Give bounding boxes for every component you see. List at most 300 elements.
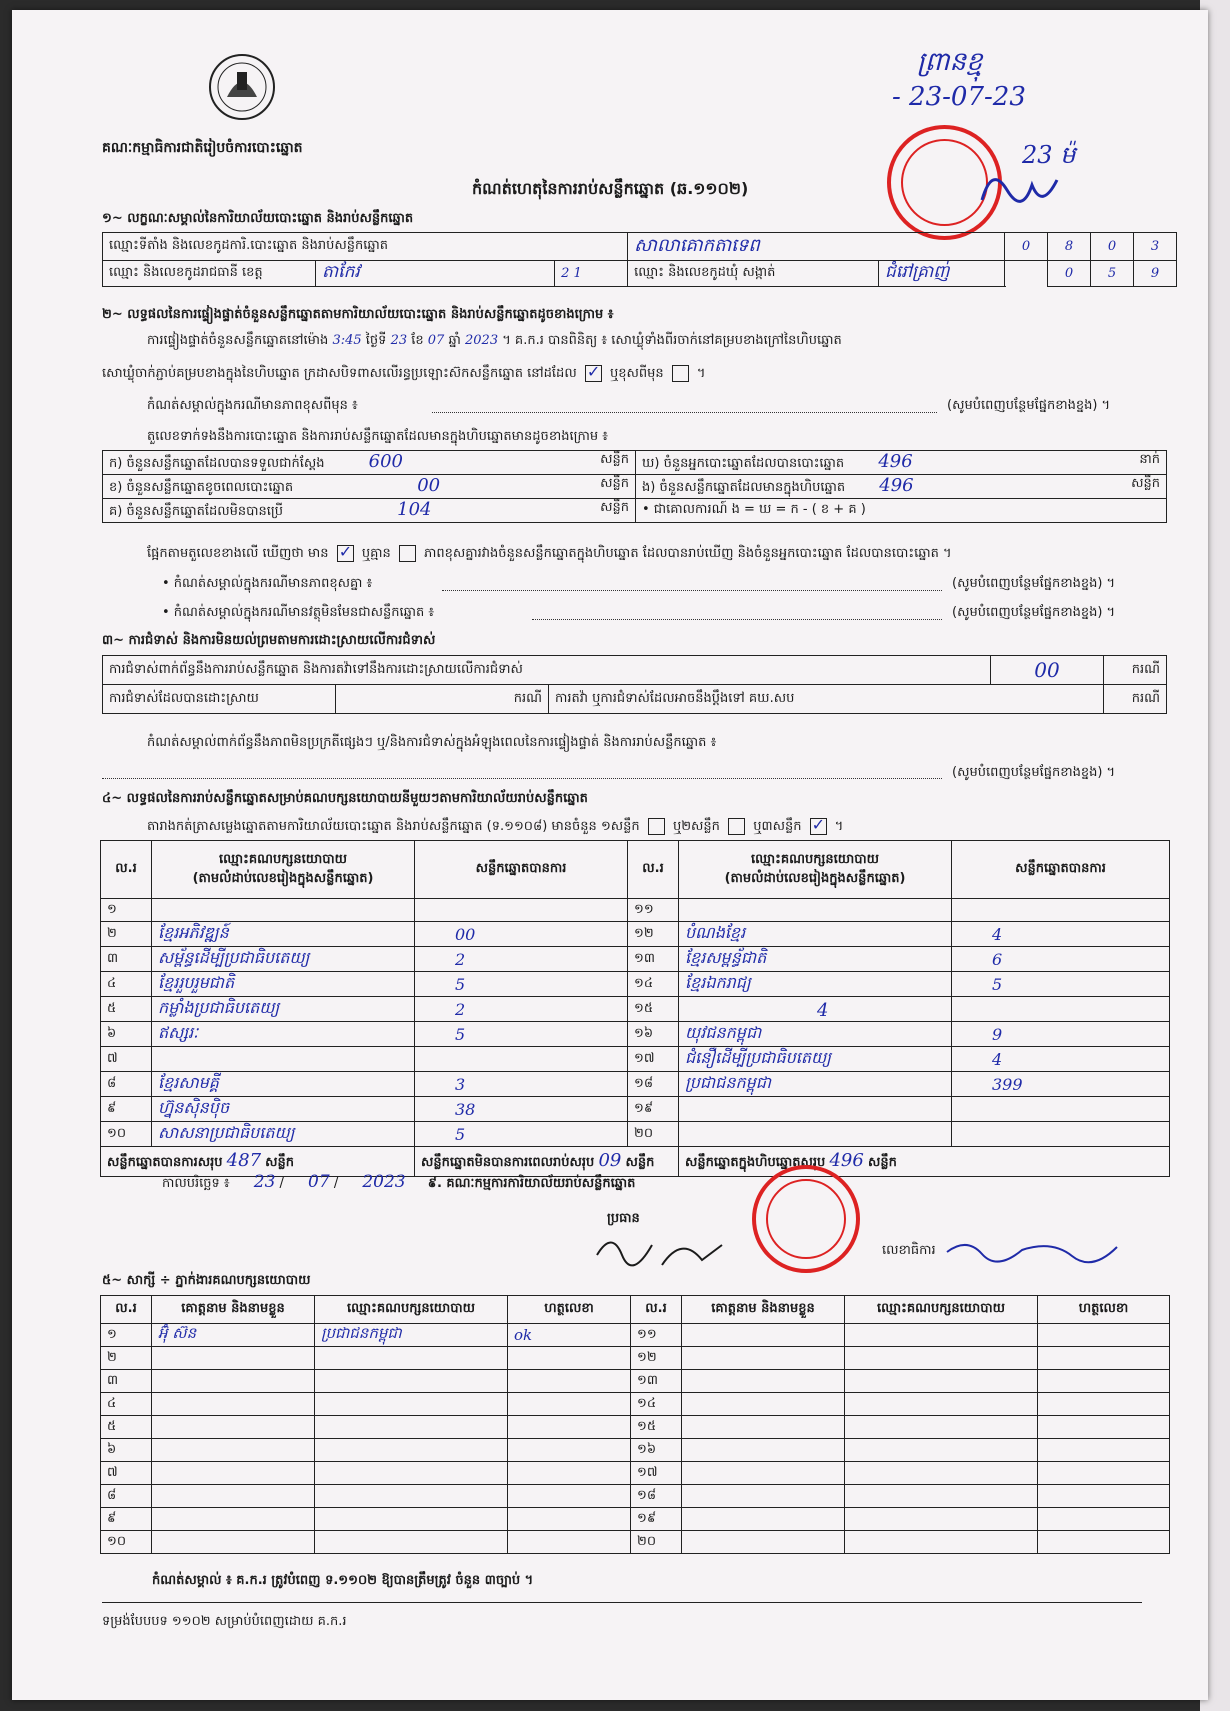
code-digit: 3 bbox=[1134, 233, 1177, 261]
col-no: ល.រ bbox=[628, 841, 679, 899]
col-name: គោត្តនាម និងនាមខ្លួន bbox=[682, 1296, 845, 1324]
discrepancy-text: ឬគ្មាន bbox=[361, 546, 391, 561]
col-party-sub: (តាមលំដាប់លេខរៀងក្នុងសន្លឹកឆ្នោត) bbox=[192, 870, 374, 886]
tally-text: ឬ២សន្លឹក bbox=[672, 819, 720, 834]
results-row bbox=[101, 1097, 1170, 1122]
witness-name bbox=[682, 1531, 845, 1554]
verification-line-1 bbox=[147, 332, 842, 351]
one-sheet-checkbox[interactable] bbox=[648, 818, 665, 835]
figure-row bbox=[103, 499, 636, 523]
unit: សន្លឹក bbox=[625, 1155, 655, 1170]
result-party bbox=[152, 899, 415, 922]
result-votes: 5 bbox=[415, 1022, 628, 1047]
witness-name bbox=[152, 1462, 315, 1485]
witness-party bbox=[315, 1531, 508, 1554]
result-party bbox=[679, 899, 952, 922]
col-sign: ហត្ថលេខា bbox=[508, 1296, 631, 1324]
handwritten-note-1: ព្រានខ្មុ bbox=[917, 47, 983, 77]
invalid-total-value: 09 bbox=[598, 1150, 622, 1171]
witness-name bbox=[152, 1485, 315, 1508]
province-code-digit: 2 bbox=[561, 266, 570, 281]
results-row bbox=[101, 922, 1170, 947]
witness-sign bbox=[508, 1508, 631, 1531]
col-party: ឈ្មោះគណបក្សនយោបាយ bbox=[845, 1296, 1038, 1324]
box-total-cell bbox=[679, 1147, 1170, 1177]
fill-back-note: (សូមបំពេញបន្ថែមផ្នែកខាងខ្នង) ។ bbox=[952, 605, 1116, 620]
no-discrepancy-checkbox[interactable] bbox=[399, 545, 416, 562]
witness-party bbox=[845, 1347, 1038, 1370]
result-no: ១៥ bbox=[628, 997, 679, 1022]
result-no: ២០ bbox=[628, 1122, 679, 1147]
witness-name bbox=[152, 1416, 315, 1439]
witness-name bbox=[682, 1485, 845, 1508]
figure-row bbox=[103, 451, 636, 475]
result-votes bbox=[952, 1097, 1170, 1122]
result-no: ១ bbox=[101, 899, 152, 922]
result-votes: 6 bbox=[952, 947, 1170, 972]
witness-party: ប្រជាជនកម្ពុជា bbox=[315, 1324, 508, 1347]
witness-name bbox=[152, 1347, 315, 1370]
verification-text: ឆ្នាំ bbox=[448, 333, 461, 348]
verification-year: 2023 bbox=[465, 333, 499, 348]
result-party: ខ្មែរអភិវឌ្ឍន៍ bbox=[152, 922, 415, 947]
witness-sign bbox=[508, 1531, 631, 1554]
witness-row bbox=[101, 1531, 1170, 1554]
witness-party bbox=[315, 1393, 508, 1416]
result-no: ១៩ bbox=[628, 1097, 679, 1122]
valid-total-label: សន្លឹកឆ្នោតបានការសរុប bbox=[107, 1155, 223, 1170]
case-unit: ករណី bbox=[336, 685, 549, 714]
witness-name bbox=[682, 1416, 845, 1439]
handwritten-note-3: 23 ម៉ bbox=[1022, 141, 1076, 169]
result-party: សម្ព័ន្ធដើម្បីប្រជាធិបតេយ្យ bbox=[152, 947, 415, 972]
counting-committee: ៩. គណៈកម្មការការិយាល័យរាប់សន្លឹកឆ្នោត bbox=[427, 1176, 636, 1191]
witness-name bbox=[152, 1370, 315, 1393]
witness-sign bbox=[1038, 1439, 1170, 1462]
result-votes: 5 bbox=[415, 972, 628, 997]
commune-code-digit: 0 bbox=[1048, 261, 1091, 287]
form-sheet bbox=[12, 10, 1208, 1700]
result-votes: 4 bbox=[952, 922, 1170, 947]
witness-no: ១ bbox=[101, 1324, 152, 1347]
witness-row bbox=[101, 1485, 1170, 1508]
date-label: កាលបរិច្ឆេទ ៖ bbox=[162, 1176, 230, 1191]
result-no: ៩ bbox=[101, 1097, 152, 1122]
verification-day: 23 bbox=[390, 333, 408, 348]
witness-sign bbox=[508, 1462, 631, 1485]
form-caption: ទម្រង់បែបបទ ១១០២ សម្រាប់បំពេញដោយ គ.ក.រ bbox=[102, 1614, 347, 1629]
result-party: កម្លាំងប្រជាធិបតេយ្យ bbox=[152, 997, 415, 1022]
case-unit: ករណី bbox=[1104, 685, 1167, 714]
witness-sign bbox=[508, 1370, 631, 1393]
witness-sign bbox=[1038, 1462, 1170, 1485]
witness-row bbox=[101, 1393, 1170, 1416]
official-seal-bottom bbox=[752, 1165, 860, 1273]
handwritten-note-2: - 23-07-23 bbox=[892, 82, 1026, 112]
result-votes bbox=[415, 1047, 628, 1072]
result-votes: 3 bbox=[415, 1072, 628, 1097]
witness-no: ១៤ bbox=[631, 1393, 682, 1416]
result-no: ១៣ bbox=[628, 947, 679, 972]
witness-name bbox=[682, 1508, 845, 1531]
witness-sign bbox=[508, 1393, 631, 1416]
result-no: ២ bbox=[101, 922, 152, 947]
fill-back-note: (សូមបំពេញបន្ថែមផ្នែកខាងខ្នង) ។ bbox=[952, 576, 1116, 591]
col-party bbox=[152, 841, 415, 899]
witness-party bbox=[845, 1416, 1038, 1439]
station-value: សាលាគោកតាទេព bbox=[628, 233, 1005, 261]
col-party-title: ឈ្មោះគណបក្សនយោបាយ bbox=[751, 851, 879, 867]
witness-party bbox=[845, 1485, 1038, 1508]
verification-line-2: សោឃ្លុំចាក់ភ្ជាប់គម្របខាងក្នុងនៃហិបឆ្នោត ក្រដាសបិទពាសលើរន្ធប្រឡោះស៊កសន្លឹកឆ្នោត នៅដដែល ✓ ឬខុសពីមុន ។ bbox=[102, 365, 705, 384]
unit: សន្លឹក bbox=[265, 1155, 295, 1170]
section3-title: ៣~ ការជំទាស់ និងការមិនយល់ព្រមតាមការដោះស្រាយលើការជំទាស់ bbox=[102, 633, 436, 648]
results-row bbox=[101, 997, 1170, 1022]
witness-no: ៧ bbox=[101, 1462, 152, 1485]
three-sheet-checkbox[interactable] bbox=[810, 818, 827, 835]
witness-name bbox=[152, 1508, 315, 1531]
verification-text: ថ្ងៃទី bbox=[365, 333, 387, 348]
witness-name bbox=[152, 1393, 315, 1416]
witness-row bbox=[101, 1416, 1170, 1439]
witness-name bbox=[682, 1462, 845, 1485]
result-no: ១៤ bbox=[628, 972, 679, 997]
fill-back-note: (សូមបំពេញបន្ថែមផ្នែកខាងខ្នង) ។ bbox=[947, 398, 1111, 413]
verification-text: ។ គ.ក.រ បានពិនិត្យ ៖ សោឃ្លុំទាំងពីរចាក់នៅគម្របខាងក្រៅនៃហិបឆ្នោត bbox=[502, 333, 842, 348]
bullet-note-1: • កំណត់សម្គាល់ក្នុងករណីមានភាពខុសគ្នា ៖ bbox=[162, 576, 373, 591]
col-votes: សន្លឹកឆ្នោតបានការ bbox=[952, 841, 1170, 899]
tally-text: ឬ៣សន្លឹក bbox=[753, 819, 802, 834]
date-line: កាលបរិច្ឆេទ ៖ 23 / 07 / 2023 ៩. គណៈកម្មការការិយាល័យរាប់សន្លឹកឆ្នោត bbox=[162, 1172, 636, 1192]
figure-label: គ) ចំនួនសន្លឹកឆ្នោតដែលមិនបានប្រើ bbox=[109, 504, 283, 519]
result-no: ១៦ bbox=[628, 1022, 679, 1047]
fill-back-note: (សូមបំពេញបន្ថែមផ្នែកខាងខ្នង) ។ bbox=[952, 765, 1116, 780]
col-no: ល.រ bbox=[101, 1296, 152, 1324]
figure-value: 104 bbox=[397, 499, 432, 520]
witness-sign bbox=[1038, 1324, 1170, 1347]
figure-row bbox=[636, 451, 1167, 475]
witness-no: ២ bbox=[101, 1347, 152, 1370]
witness-no: ៩ bbox=[101, 1508, 152, 1531]
dotted-fill-line bbox=[442, 590, 942, 591]
result-votes: 2 bbox=[415, 947, 628, 972]
commune-label: ឈ្មោះ និងលេខកូដឃុំ សង្កាត់ bbox=[628, 261, 879, 287]
figure-row bbox=[103, 475, 636, 499]
witness-row bbox=[101, 1324, 1170, 1347]
same-checkbox[interactable] bbox=[585, 365, 602, 382]
result-party: សាសនាប្រជាធិបតេយ្យ bbox=[152, 1122, 415, 1147]
station-label: ឈ្មោះទីតាំង និងលេខកូដការិ.បោះឆ្នោត និងរាប់សន្លឹកឆ្នោត bbox=[103, 233, 628, 261]
col-party-title: ឈ្មោះគណបក្សនយោបាយ bbox=[219, 851, 347, 867]
witness-no: ១១ bbox=[631, 1324, 682, 1347]
result-votes bbox=[415, 899, 628, 922]
verification-month: 07 bbox=[427, 333, 445, 348]
result-votes: 9 bbox=[952, 1022, 1170, 1047]
bullet-note-2: • កំណត់សម្គាល់ក្នុងករណីមានវត្ថុមិនមែនជាសន្លឹកឆ្នោត ៖ bbox=[162, 605, 435, 620]
emblem-icon bbox=[207, 52, 277, 122]
date-month: 07 bbox=[308, 1172, 330, 1192]
result-party: ខ្មែរសម្ពន្ធ័ជាតិ bbox=[679, 947, 952, 972]
discrepancy-text: ផ្អែកតាមតួលេខខាងលើ ឃើញថា មាន bbox=[147, 546, 329, 561]
result-no: ៣ bbox=[101, 947, 152, 972]
verification-time: 3:45 bbox=[332, 333, 362, 348]
witness-sign bbox=[1038, 1370, 1170, 1393]
chair-signature bbox=[592, 1225, 732, 1275]
witness-party bbox=[845, 1370, 1038, 1393]
figure-unit: នាក់ bbox=[1139, 452, 1160, 467]
difference-note-line bbox=[147, 397, 358, 416]
objection-label: ការជំទាស់ពាក់ព័ន្ធនឹងការរាប់សន្លឹកឆ្នោត និងការតវ៉ាទៅនឹងការដោះស្រាយលើការជំទាស់ bbox=[103, 656, 991, 685]
result-party: ខ្មែរសាមគ្គី bbox=[152, 1072, 415, 1097]
witness-sign bbox=[508, 1416, 631, 1439]
result-party: ជំនឿដើម្បីប្រជាធិបតេយ្យ bbox=[679, 1047, 952, 1072]
commune-value: ជំរៅគ្រាញ់ bbox=[879, 261, 1005, 287]
witness-party bbox=[845, 1462, 1038, 1485]
witness-row bbox=[101, 1347, 1170, 1370]
witness-name bbox=[682, 1347, 845, 1370]
witness-no: ៦ bbox=[101, 1439, 152, 1462]
witness-party bbox=[845, 1531, 1038, 1554]
figure-row bbox=[636, 475, 1167, 499]
signature-top bbox=[972, 160, 1062, 230]
committee-name: គណៈកម្មាធិការជាតិរៀបចំការបោះឆ្នោត bbox=[102, 140, 303, 156]
figure-value: 600 bbox=[368, 451, 404, 472]
witness-no: ១៦ bbox=[631, 1439, 682, 1462]
figure-value: 496 bbox=[878, 451, 913, 472]
figure-unit: សន្លឹក bbox=[600, 452, 629, 467]
appeal-label: ការតវ៉ា ឬការជំទាស់ដែលអាចនឹងប្តឹងទៅ គឃ.សប bbox=[549, 685, 1104, 714]
figure-label: ឃ) ចំនួនអ្នកបោះឆ្នោតដែលបានបោះឆ្នោត bbox=[642, 456, 845, 471]
witness-no: ២០ bbox=[631, 1531, 682, 1554]
witness-no: ៥ bbox=[101, 1416, 152, 1439]
witness-name bbox=[152, 1531, 315, 1554]
results-row bbox=[101, 1047, 1170, 1072]
result-party: ប្រជាជនកម្ពុជា bbox=[679, 1072, 952, 1097]
witness-no: ១៣ bbox=[631, 1370, 682, 1393]
result-votes bbox=[952, 899, 1170, 922]
code-digit: 8 bbox=[1048, 233, 1091, 261]
changed-checkbox[interactable] bbox=[672, 365, 689, 382]
result-party: ខ្មែរឯករាជ្យ bbox=[679, 972, 952, 997]
witness-no: ១៨ bbox=[631, 1485, 682, 1508]
discrepancy-text: ភាពខុសគ្នារវាងចំនួនសន្លឹកឆ្នោតក្នុងហិបឆ្នោត ដែលបានរាប់ឃើញ និងចំនួនអ្នកបោះឆ្នោត ដែលបានបោះឆ្នោត ។ bbox=[424, 546, 952, 561]
col-sign: ហត្ថលេខា bbox=[1038, 1296, 1170, 1324]
witness-name bbox=[682, 1324, 845, 1347]
two-sheet-checkbox[interactable] bbox=[728, 818, 745, 835]
result-votes bbox=[952, 1122, 1170, 1147]
results-row bbox=[101, 972, 1170, 997]
station-id-table bbox=[102, 232, 1177, 287]
province-code bbox=[555, 261, 628, 287]
formula-row: • ជាគោលការណ៍ ង = ឃ = ក - ( ខ + គ ) bbox=[636, 499, 1167, 523]
result-no: ១៧ bbox=[628, 1047, 679, 1072]
result-no: ១១ bbox=[628, 899, 679, 922]
result-no: ១៨ bbox=[628, 1072, 679, 1097]
results-row bbox=[101, 899, 1170, 922]
witness-party bbox=[315, 1439, 508, 1462]
witness-sign bbox=[508, 1347, 631, 1370]
results-table bbox=[100, 840, 1170, 1177]
result-no: ៧ bbox=[101, 1047, 152, 1072]
witness-party bbox=[315, 1462, 508, 1485]
province-value: តាកែវ bbox=[316, 261, 555, 287]
verification-text: ឬខុសពីមុន bbox=[609, 366, 664, 381]
irregularity-note: កំណត់សម្គាល់ពាក់ព័ន្ធនឹងភាពមិនប្រក្រតីផ្សេងៗ ឬ/និងការជំទាស់ក្នុងអំឡុងពេលនៃការផ្ទៀងផ្ទាត់ និងការរាប់សន្លឹកឆ្នោត ៖ bbox=[147, 735, 717, 750]
witness-sign bbox=[1038, 1485, 1170, 1508]
objection-count: 00 bbox=[991, 656, 1104, 685]
witness-name bbox=[682, 1393, 845, 1416]
witness-name bbox=[682, 1370, 845, 1393]
form-title: កំណត់ហេតុនៃការរាប់សន្លឹកឆ្នោត (ឆ.១១០២) bbox=[472, 179, 749, 198]
figure-label: ក) ចំនួនសន្លឹកឆ្នោតដែលបានទទួលជាក់ស្តែង bbox=[109, 456, 325, 471]
col-party: ឈ្មោះគណបក្សនយោបាយ bbox=[315, 1296, 508, 1324]
witness-no: ៣ bbox=[101, 1370, 152, 1393]
figure-label: ង) ចំនួនសន្លឹកឆ្នោតដែលមានក្នុងហិបឆ្នោត bbox=[642, 480, 846, 495]
col-party bbox=[679, 841, 952, 899]
province-code-digit: 1 bbox=[573, 266, 582, 281]
witness-party bbox=[315, 1508, 508, 1531]
code-digit: 0 bbox=[1005, 233, 1048, 261]
result-votes: 5 bbox=[952, 972, 1170, 997]
box-total-label: សន្លឹកឆ្នោតក្នុងហិបឆ្នោតសរុប bbox=[685, 1155, 826, 1170]
result-party bbox=[679, 997, 952, 1022]
witness-row bbox=[101, 1439, 1170, 1462]
witness-party bbox=[845, 1508, 1038, 1531]
witness-party bbox=[315, 1370, 508, 1393]
chair-label: ប្រធាន bbox=[607, 1211, 640, 1226]
secretary-label: លេខាធិការ bbox=[882, 1243, 936, 1258]
figures-table bbox=[102, 450, 1167, 523]
verification-text: ខែ bbox=[411, 333, 424, 348]
witness-table bbox=[100, 1295, 1170, 1554]
result-party: ខ្មែររួបរួមជាតិ bbox=[152, 972, 415, 997]
section2-title: ២~ លទ្ធផលនៃការផ្ទៀងផ្ទាត់ចំនួនសន្លឹកឆ្នោតតាមការិយាល័យបោះឆ្នោត និងរាប់សន្លឹកឆ្នោតដូចខាងក្រោម ៖ bbox=[102, 307, 614, 322]
figure-unit: សន្លឹក bbox=[600, 500, 629, 515]
discrepancy-line bbox=[147, 545, 952, 564]
result-no: ៦ bbox=[101, 1022, 152, 1047]
witness-sign bbox=[1038, 1393, 1170, 1416]
witness-name bbox=[152, 1439, 315, 1462]
result-votes: 00 bbox=[415, 922, 628, 947]
result-party: ហ្វ៊ុនស៊ិនប៉ិច bbox=[152, 1097, 415, 1122]
witness-name bbox=[682, 1439, 845, 1462]
commune-code-digit: 5 bbox=[1091, 261, 1134, 287]
result-no: ១០ bbox=[101, 1122, 152, 1147]
figure-value: 496 bbox=[879, 475, 914, 496]
section4-title: ៤~ លទ្ធផលនៃការរាប់សន្លឹកឆ្នោតសម្រាប់គណបក្សនយោបាយនីមួយៗតាមការិយាល័យរាប់សន្លឹកឆ្នោត bbox=[102, 791, 588, 806]
results-row bbox=[101, 947, 1170, 972]
result-votes: 2 bbox=[415, 997, 628, 1022]
figures-intro: តួលេខទាក់ទងនឹងការបោះឆ្នោត និងការរាប់សន្លឹកឆ្នោតដែលមានក្នុងហិបឆ្នោតមានដូចខាងក្រោម ៖ bbox=[147, 429, 608, 444]
commune-code-digit: 9 bbox=[1134, 261, 1177, 287]
result-party: យុវជនកម្ពុជា bbox=[679, 1022, 952, 1047]
unit: សន្លឹក bbox=[867, 1155, 897, 1170]
figure-unit: សន្លឹក bbox=[1131, 476, 1160, 491]
result-party bbox=[679, 1097, 952, 1122]
witness-name: អ៊ុំ ស៊ន bbox=[152, 1324, 315, 1347]
witness-sign bbox=[1038, 1531, 1170, 1554]
verification-text: ការផ្ទៀងផ្ទាត់ចំនួនសន្លឹកឆ្នោតនៅម៉ោង bbox=[147, 333, 329, 348]
result-no: ៥ bbox=[101, 997, 152, 1022]
result-votes: 5 bbox=[415, 1122, 628, 1147]
witness-party bbox=[845, 1324, 1038, 1347]
result-votes: 4 bbox=[952, 1047, 1170, 1072]
witness-party bbox=[845, 1439, 1038, 1462]
witness-sign bbox=[1038, 1416, 1170, 1439]
province-label: ឈ្មោះ និងលេខកូដរាជធានី ខេត្ត bbox=[103, 261, 316, 287]
witness-no: ១៥ bbox=[631, 1416, 682, 1439]
witness-party bbox=[315, 1416, 508, 1439]
witness-sign bbox=[1038, 1508, 1170, 1531]
valid-total-value: 487 bbox=[226, 1150, 262, 1171]
date-year: 2023 bbox=[362, 1172, 406, 1192]
dotted-fill-line bbox=[432, 412, 937, 413]
witness-no: ៤ bbox=[101, 1393, 152, 1416]
result-no: ៤ bbox=[101, 972, 152, 997]
witness-party bbox=[315, 1347, 508, 1370]
result-party bbox=[152, 1047, 415, 1072]
section1-title: ១~ លក្ខណៈសម្គាល់នៃការិយាល័យបោះឆ្នោត និងរាប់សន្លឹកឆ្នោត bbox=[102, 211, 414, 226]
result-party: បំណងខ្មែរ bbox=[679, 922, 952, 947]
secretary-signature bbox=[942, 1232, 1122, 1267]
result-votes bbox=[952, 997, 1170, 1022]
results-row bbox=[101, 1072, 1170, 1097]
code-digit: 0 bbox=[1091, 233, 1134, 261]
witness-no: ១៧ bbox=[631, 1462, 682, 1485]
col-votes: សន្លឹកឆ្នោតបានការ bbox=[415, 841, 628, 899]
section5-title: ៥~ សាក្សី ÷ ភ្នាក់ងារគណបក្សនយោបាយ bbox=[102, 1273, 311, 1288]
dotted-fill-line bbox=[102, 778, 942, 779]
has-discrepancy-checkbox[interactable] bbox=[337, 545, 354, 562]
witness-row bbox=[101, 1462, 1170, 1485]
box-total-value: 496 bbox=[829, 1150, 864, 1171]
result-votes: 38 bbox=[415, 1097, 628, 1122]
invalid-total-label: សន្លឹកឆ្នោតមិនបានការពេលរាប់សរុប bbox=[421, 1155, 595, 1170]
date-day: 23 bbox=[253, 1172, 276, 1192]
results-row bbox=[101, 1022, 1170, 1047]
witness-sign bbox=[508, 1485, 631, 1508]
results-row bbox=[101, 1122, 1170, 1147]
witness-row bbox=[101, 1508, 1170, 1531]
witness-no: ១០ bbox=[101, 1531, 152, 1554]
result-no: ១២ bbox=[628, 922, 679, 947]
witness-party bbox=[845, 1393, 1038, 1416]
result-votes: 399 bbox=[952, 1072, 1170, 1097]
col-name: គោត្តនាម និងនាមខ្លួន bbox=[152, 1296, 315, 1324]
witness-no: ៨ bbox=[101, 1485, 152, 1508]
witness-row bbox=[101, 1370, 1170, 1393]
figure-unit: សន្លឹក bbox=[600, 476, 629, 491]
verification-text: សោឃ្លុំចាក់ភ្ជាប់គម្របខាងក្នុងនៃហិបឆ្នោត ក្រដាសបិទពាសលើរន្ធប្រឡោះស៊កសន្លឹកឆ្នោត នៅដដែល bbox=[102, 366, 577, 381]
witness-sign bbox=[508, 1439, 631, 1462]
col-party-sub: (តាមលំដាប់លេខរៀងក្នុងសន្លឹកឆ្នោត) bbox=[724, 870, 906, 886]
resolved-label: ការជំទាស់ដែលបានដោះស្រាយ bbox=[103, 685, 336, 714]
col-no: ល.រ bbox=[101, 841, 152, 899]
result-party bbox=[679, 1122, 952, 1147]
result-no: ៨ bbox=[101, 1072, 152, 1097]
figure-label: ខ) ចំនួនសន្លឹកឆ្នោតខូចពេលបោះឆ្នោត bbox=[109, 480, 294, 495]
footer-divider bbox=[102, 1602, 1142, 1603]
witness-sign bbox=[1038, 1347, 1170, 1370]
witness-no: ១៩ bbox=[631, 1508, 682, 1531]
note-label: កំណត់សម្គាល់ក្នុងករណីមានភាពខុសពីមុន ៖ bbox=[147, 398, 358, 413]
dotted-fill-line bbox=[532, 619, 942, 620]
footer-note: កំណត់សម្គាល់ ៖ គ.ក.រ ត្រូវបំពេញ ទ.១១០២ ឱ្យបានត្រឹមត្រូវ ចំនួន ៣ច្បាប់ ។ bbox=[152, 1573, 534, 1588]
stray-mark: 4 bbox=[817, 1000, 829, 1021]
witness-sign: ok bbox=[508, 1324, 631, 1347]
tally-sheet-line: តារាងកត់ត្រាសម្លេងឆ្នោតតាមការិយាល័យបោះឆ្នោត និងរាប់សន្លឹកឆ្នោត (ទ.១១០៨) មានចំនួន ១សន្លឹក ឬ២សន្លឹក ឬ៣សន្លឹក ✓ ។ bbox=[147, 818, 843, 837]
col-no: ល.រ bbox=[631, 1296, 682, 1324]
